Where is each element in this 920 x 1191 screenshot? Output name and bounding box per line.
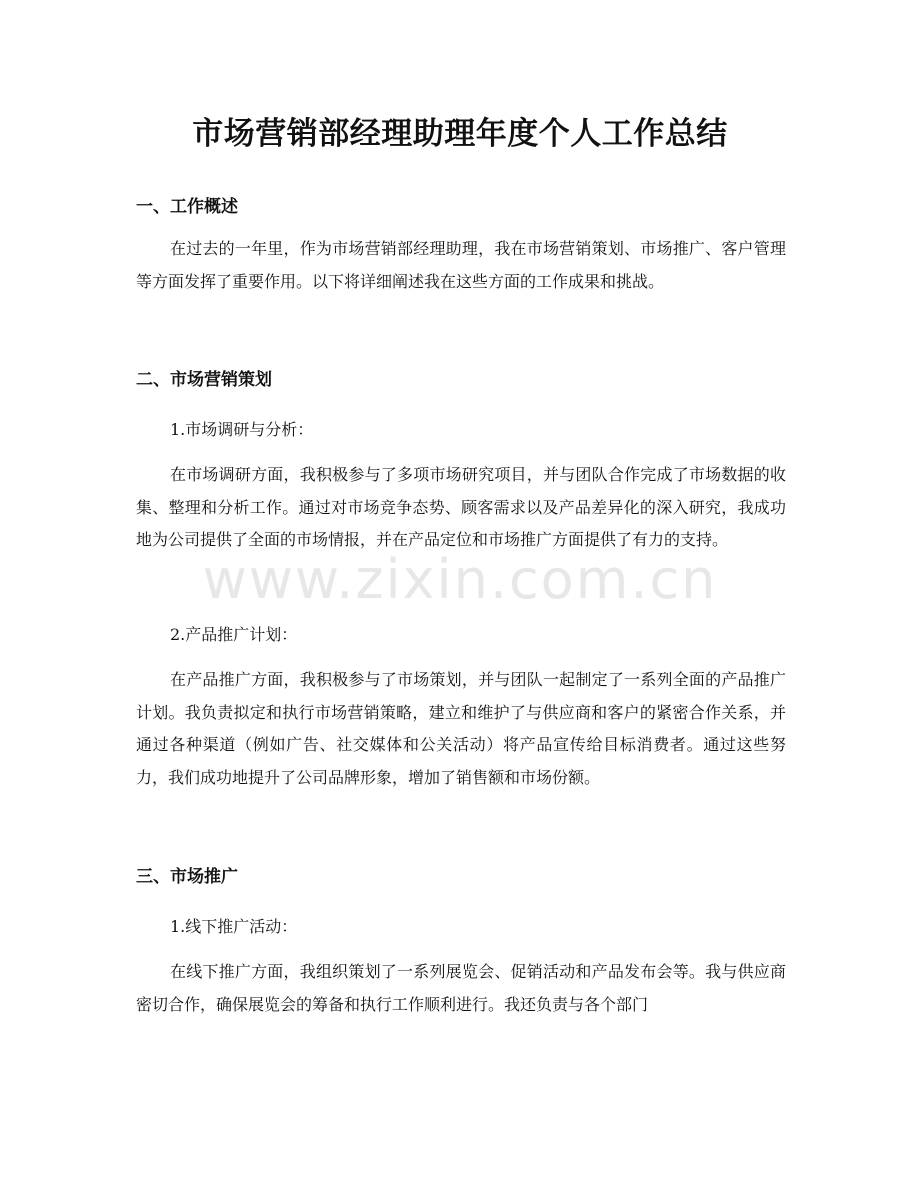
document-title: 市场营销部经理助理年度个人工作总结 bbox=[192, 116, 728, 152]
paragraph-overview: 在过去的一年里，作为市场营销部经理助理，我在市场营销策划、市场推广、客户管理等方面发挥了重要作用。以下将详细阐述我在这些方面的工作成果和挑战。 bbox=[136, 239, 786, 291]
paragraph-market-research: 在市场调研方面，我积极参与了多项市场研究项目，并与团队合作完成了市场数据的收集、整理和分析工作。通过对市场竞争态势、顾客需求以及产品差异化的深入研究，我成功地为公司提供了全面的市场情报，并在产品定位和市场推广方面提供了有力的支持。 bbox=[136, 465, 786, 549]
section-heading-market-promotion: 三、市场推广 bbox=[136, 867, 238, 887]
subheading-offline-promotion: 1.线下推广活动： bbox=[170, 917, 298, 936]
subheading-market-research: 1.市场调研与分析： bbox=[170, 420, 314, 439]
paragraph-product-promotion: 在产品推广方面，我积极参与了市场策划，并与团队一起制定了一系列全面的产品推广计划。我负责拟定和执行市场营销策略，建立和维护了与供应商和客户的紧密合作关系，并通过各种渠道（例如广告、社交媒体和公关活动）将产品宣传给目标消费者。通过这些努力，我们成功地提升了公司品牌形象，增加了销售额和市场份额。 bbox=[136, 670, 786, 787]
section-heading-overview: 一、工作概述 bbox=[136, 197, 238, 217]
section-heading-marketing-planning: 二、市场营销策划 bbox=[136, 370, 272, 390]
watermark: www.zixin.com.cn bbox=[202, 548, 718, 611]
subheading-product-promotion: 2.产品推广计划： bbox=[170, 625, 298, 644]
paragraph-offline-promotion: 在线下推广方面，我组织策划了一系列展览会、促销活动和产品发布会等。我与供应商密切合作，确保展览会的筹备和执行工作顺利进行。我还负责与各个部门 bbox=[136, 962, 786, 1014]
